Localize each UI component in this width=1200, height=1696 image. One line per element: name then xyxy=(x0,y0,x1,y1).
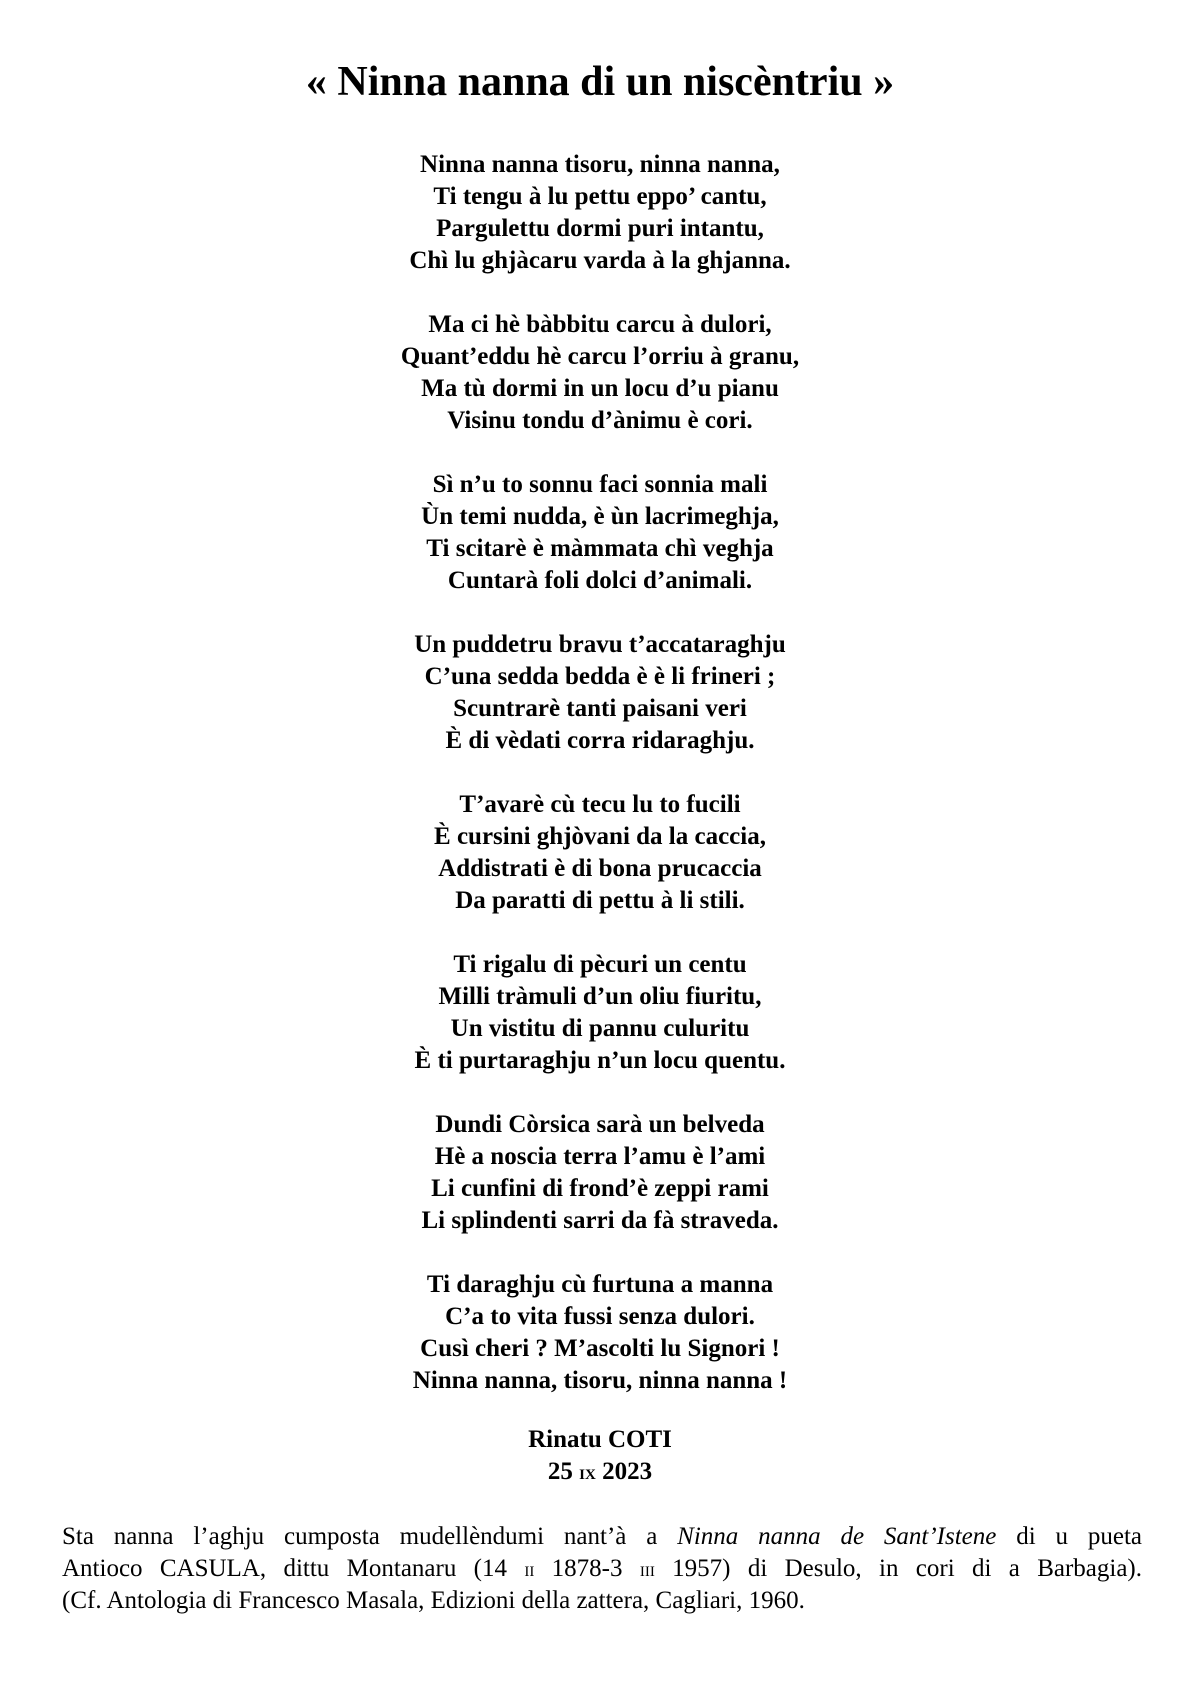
verse-line: Milli tràmuli d’un oliu fiuritu, xyxy=(438,983,762,1010)
footnote xyxy=(62,1521,1142,1617)
verse-line: Ma ci hè bàbbitu carcu à dulori, xyxy=(428,311,772,338)
verse-line: C’a to vita fussi senza dulori. xyxy=(445,1303,755,1330)
signature-block xyxy=(0,1424,1200,1488)
stanza-3 xyxy=(0,469,1200,597)
poem-title: « Ninna nanna di un niscèntriu » xyxy=(305,59,895,105)
verse-line: Ninna nanna tisoru, ninna nanna, xyxy=(420,151,780,178)
verse-line: Sì n’u to sonnu faci sonnia mali xyxy=(432,471,768,498)
verse-line: È di vèdati corra ridaraghju. xyxy=(445,727,755,754)
verse-line: Ma tù dormi in un locu d’u pianu xyxy=(421,375,779,402)
verse-line: T’avarè cù tecu lu to fucili xyxy=(459,791,741,818)
verse-line: Cuntarà foli dolci d’animali. xyxy=(447,567,753,594)
verse-line: Pargulettu dormi puri intantu, xyxy=(436,215,764,242)
verse-line: Un puddetru bravu t’accataraghju xyxy=(414,631,786,658)
date-month: ix xyxy=(579,1459,596,1484)
verse-line: Ùn temi nudda, è ùn lacrimeghja, xyxy=(421,503,779,530)
verse-line: È ti purtaraghju n’un locu quentu. xyxy=(414,1047,786,1074)
verse-line: Ti daraghju cù furtuna a manna xyxy=(426,1271,774,1298)
verse-line: Ti rigalu di pècuri un centu xyxy=(453,951,747,978)
footnote-line-1 xyxy=(62,1521,1142,1553)
verse-line: Chì lu ghjàcaru varda à la ghjanna. xyxy=(409,247,791,274)
verse-line: Visinu tondu d’ànimu è cori. xyxy=(447,407,753,434)
footnote-italic-title: Ninna nanna de Sant’Istene xyxy=(677,1523,997,1550)
footnote-text: 1957) di Desulo, in cori di a Barbagia). xyxy=(654,1555,1142,1582)
footnote-text: Sta nanna l’aghju cumposta mudellèndumi nant’à a xyxy=(62,1523,678,1550)
poem-date xyxy=(0,1456,1200,1488)
stanza-6 xyxy=(0,949,1200,1077)
footnote-line-3: (Cf. Antologia di Francesco Masala, Edizioni della zattera, Cagliari, 1960. xyxy=(62,1587,805,1614)
verse-line: Ninna nanna, tisoru, ninna nanna ! xyxy=(412,1367,788,1394)
stanza-1 xyxy=(0,149,1200,277)
footnote-text: Antioco CASULA, dittu Montanaru (14 xyxy=(62,1555,525,1582)
verse-line: Li splindenti sarri da fà straveda. xyxy=(421,1207,779,1234)
stanza-7 xyxy=(0,1109,1200,1237)
verse-line: Li cunfini di frond’è zeppi rami xyxy=(431,1175,769,1202)
verse-line: Ti tengu à lu pettu eppo’ cantu, xyxy=(433,183,767,210)
verse-line: Scuntrarè tanti paisani veri xyxy=(453,695,747,722)
footnote-roman-month: iii xyxy=(639,1557,655,1581)
verse-line: Quant’eddu hè carcu l’orriu à granu, xyxy=(400,343,800,370)
footnote-text: di u pueta xyxy=(996,1523,1142,1550)
footnote-line-2 xyxy=(62,1553,1142,1585)
footnote-roman-month: ii xyxy=(524,1557,535,1581)
date-year: 2023 xyxy=(602,1458,653,1485)
verse-line: Ti scitarè è màmmata chì veghja xyxy=(426,535,774,562)
stanza-5 xyxy=(0,789,1200,917)
footnote-paragraph xyxy=(62,1521,1142,1617)
verse-line: Un vistitu di pannu culuritu xyxy=(450,1015,750,1042)
footnote-text: 1878-3 xyxy=(534,1555,640,1582)
author-name: Rinatu COTI xyxy=(528,1426,672,1453)
verse-line: Addistrati è di bona prucaccia xyxy=(438,855,762,882)
poem-body xyxy=(0,149,1200,1397)
verse-line: Da paratti di pettu à li stili. xyxy=(455,887,745,914)
verse-line: È cursini ghjòvani da la caccia, xyxy=(434,823,766,850)
stanza-2 xyxy=(0,309,1200,437)
verse-line: Hè a noscia terra l’amu è l’ami xyxy=(434,1143,766,1170)
verse-line: Dundi Còrsica sarà un belveda xyxy=(435,1111,765,1138)
verse-line: C’una sedda bedda è è li frineri ; xyxy=(424,663,776,690)
stanza-8 xyxy=(0,1269,1200,1397)
stanza-4 xyxy=(0,629,1200,757)
date-day: 25 xyxy=(547,1458,573,1485)
verse-line: Cusì cheri ? M’ascolti lu Signori ! xyxy=(420,1335,780,1362)
